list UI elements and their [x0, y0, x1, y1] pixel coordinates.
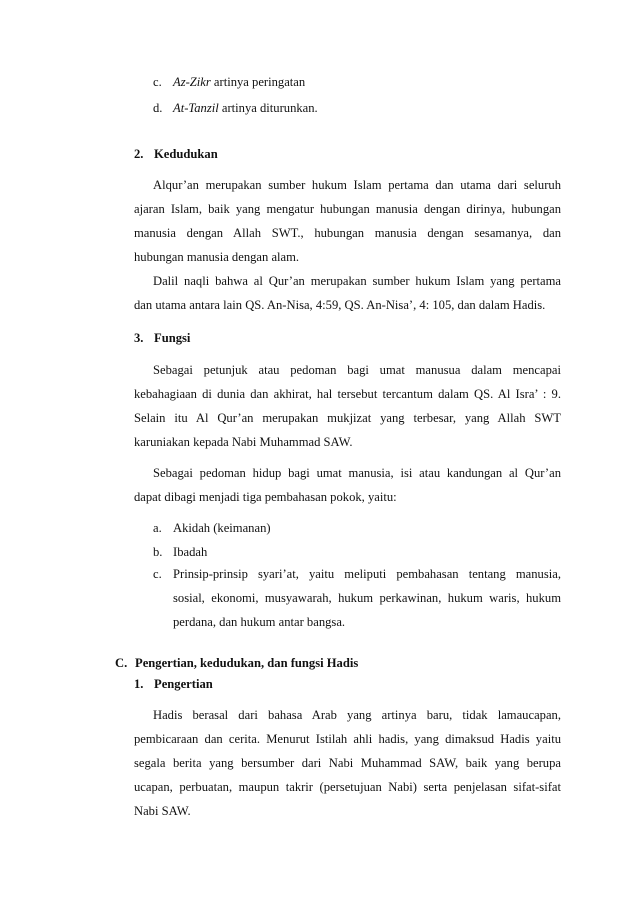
list-marker: a.	[153, 521, 162, 535]
paragraph-line: dan utama antara lain QS. An-Nisa, 4:59, QS. An-Nisa’, 4: 105, dan dalam Hadis.	[134, 298, 546, 312]
chapter-title: Pengertian, kedudukan, dan fungsi Hadis	[135, 656, 359, 670]
paragraph-line: manusia dengan Allah SWT., hubungan manusia dengan sesamanya, dan	[134, 226, 561, 240]
term-description: artinya peringatan	[210, 75, 306, 89]
list-item	[153, 544, 207, 560]
chapter-heading	[115, 655, 358, 671]
paragraph-line: hubungan manusia dengan alam.	[134, 250, 300, 264]
section-number: 3.	[134, 331, 144, 345]
paragraph-line: Selain itu Al Qur’an merupakan mukjizat yang terbesar, yang Allah SWT	[134, 411, 561, 425]
paragraph-line: dapat dibagi menjadi tiga pembahasan pokok, yaitu:	[134, 490, 397, 504]
section-heading	[134, 676, 213, 692]
term-description: artinya diturunkan.	[218, 101, 318, 115]
term: At-Tanzil	[173, 101, 219, 115]
section-number: 2.	[134, 147, 144, 161]
list-item-text: sosial, ekonomi, musyawarah, hukum perkawinan, hukum waris, hukum	[173, 591, 561, 605]
section-number: 1.	[134, 677, 144, 691]
list-marker: c.	[153, 75, 162, 89]
section-heading	[134, 146, 218, 162]
paragraph-line: Sebagai petunjuk atau pedoman bagi umat manusua dalam mencapai	[153, 363, 561, 377]
section-title: Pengertian	[154, 677, 213, 691]
paragraph-line: Dalil naqli bahwa al Qur’an merupakan sumber hukum Islam yang pertama	[153, 274, 561, 288]
paragraph-line: segala berita yang bersumber dari Nabi Muhammad SAW, baik yang berupa	[134, 756, 561, 770]
section-heading	[134, 330, 190, 346]
paragraph-line: pembicaraan dan cerita. Menurut Istilah ahli hadis, yang dimaksud Hadis yaitu	[134, 732, 561, 746]
paragraph-line: karuniakan kepada Nabi Muhammad SAW.	[134, 435, 353, 449]
chapter-marker: C.	[115, 656, 128, 670]
list-item-text: Prinsip-prinsip syari’at, yaitu meliputi pembahasan tentang manusia,	[173, 567, 561, 581]
paragraph-line: Nabi SAW.	[134, 804, 191, 818]
paragraph-line: ajaran Islam, baik yang mengatur hubungan manusia dengan dirinya, hubungan	[134, 202, 561, 216]
list-item-text: Akidah (keimanan)	[173, 521, 271, 535]
paragraph-line: Sebagai pedoman hidup bagi umat manusia, isi atau kandungan al Qur’an	[153, 466, 561, 480]
list-marker: c.	[153, 567, 162, 581]
list-item-text: perdana, dan hukum antar bangsa.	[173, 615, 346, 629]
list-marker: d.	[153, 101, 163, 115]
list-item	[153, 74, 305, 90]
section-title: Fungsi	[154, 331, 191, 345]
list-item-text: Ibadah	[173, 545, 208, 559]
paragraph-line: Alqur’an merupakan sumber hukum Islam pertama dan utama dari seluruh	[153, 178, 561, 192]
list-item	[153, 520, 271, 536]
list-marker: b.	[153, 545, 163, 559]
term: Az-Zikr	[173, 75, 211, 89]
list-item	[153, 100, 318, 116]
paragraph-line: ucapan, perbuatan, maupun takrir (persetujuan Nabi) serta penjelasan sifat-sifat	[134, 780, 561, 794]
section-title: Kedudukan	[154, 147, 218, 161]
paragraph-line: Hadis berasal dari bahasa Arab yang artinya baru, tidak lamaucapan,	[153, 708, 561, 722]
paragraph-line: kebahagiaan di dunia dan akhirat, hal tersebut tercantum dalam QS. Al Isra’ : 9.	[134, 387, 561, 401]
